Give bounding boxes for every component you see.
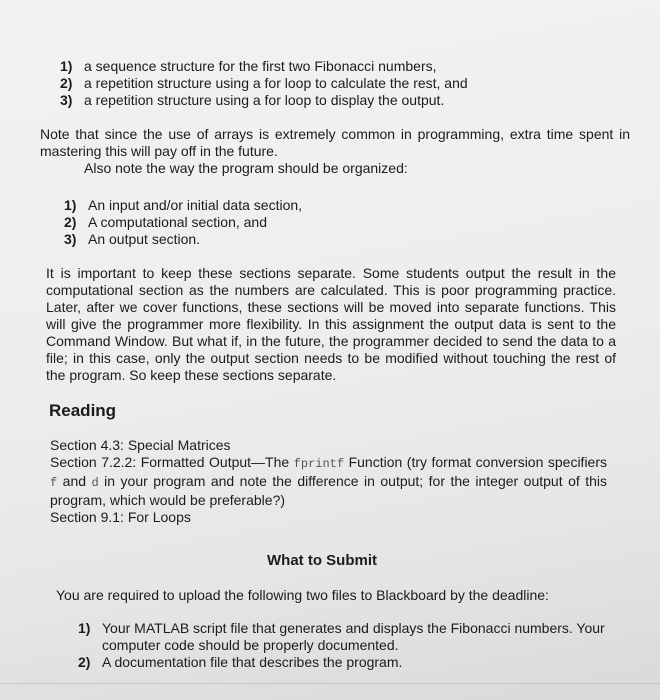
- note-line: Note that since the use of arrays is extremely common in programming, extra time spent in mastering this will pay off in the future.: [40, 126, 630, 159]
- list-text: An output section.: [88, 231, 201, 247]
- code-fprintf: fprintf: [293, 457, 345, 471]
- text-fragment: in your program and note the difference in output; for the integer output of this program, which would be preferable?): [50, 473, 607, 508]
- reading-section-3: Section 9.1: For Loops: [50, 509, 191, 525]
- list-text: An input and/or initial data section,: [88, 197, 303, 213]
- section-list: [64, 197, 302, 248]
- sections-paragraph: It is important to keep these sections separate. Some students output the result in the computational section as the numbers are calculated. This is poor programming practice. Later, after we cover functions, these sections will be moved into separate functions. This will give the programmer more flexibility. In this assignment the output data is sent to the Command Window. But what if, in the future, the programmer decided to send the data to a file; in this case, only the output section needs to be modified without touching the rest of the program. So keep these sections separate.: [46, 265, 616, 383]
- list-number: 1): [64, 197, 77, 213]
- note-organization-line: Also note the way the program should be organized:: [84, 160, 408, 176]
- text-fragment: and: [57, 473, 92, 489]
- list-item: [78, 620, 608, 654]
- list-number: 1): [78, 620, 91, 636]
- reading-heading: Reading: [49, 401, 117, 420]
- submit-list: [78, 620, 608, 671]
- page-divider: [0, 683, 660, 684]
- structure-list: [60, 58, 468, 109]
- list-text: A computational section, and: [88, 214, 268, 230]
- reading-section-1: Section 4.3: Special Matrices: [50, 437, 231, 453]
- list-item: [64, 197, 302, 214]
- list-number: 2): [78, 654, 91, 670]
- list-item: [60, 58, 468, 75]
- list-item: [78, 654, 608, 671]
- note-paragraph: [40, 126, 630, 177]
- code-d: d: [91, 476, 99, 490]
- reading-sections: [50, 437, 607, 526]
- list-text: A documentation file that describes the program.: [102, 654, 403, 670]
- list-number: 2): [60, 75, 73, 91]
- list-number: 3): [60, 92, 73, 108]
- code-f: f: [50, 476, 58, 490]
- list-number: 1): [60, 58, 73, 74]
- list-item: [64, 231, 302, 248]
- list-text: Your MATLAB script file that generates and displays the Fibonacci numbers. Your computer code should be properly documented.: [102, 620, 605, 653]
- list-item: [60, 75, 468, 92]
- submit-intro: You are required to upload the following two files to Blackboard by the deadline:: [56, 587, 549, 603]
- list-text: a sequence structure for the first two Fibonacci numbers,: [84, 58, 437, 74]
- text-fragment: Section 7.2.2: Formatted Output—The: [50, 454, 294, 470]
- list-number: 3): [64, 231, 77, 247]
- list-item: [64, 214, 302, 231]
- reading-section-2: [50, 454, 607, 509]
- list-text: a repetition structure using a for loop to display the output.: [84, 92, 445, 108]
- list-item: [60, 92, 468, 109]
- text-fragment: Function (try format conversion specifiers: [344, 454, 608, 470]
- what-to-submit-heading: What to Submit: [267, 552, 377, 569]
- list-text: a repetition structure using a for loop to calculate the rest, and: [84, 75, 468, 91]
- list-number: 2): [64, 214, 77, 230]
